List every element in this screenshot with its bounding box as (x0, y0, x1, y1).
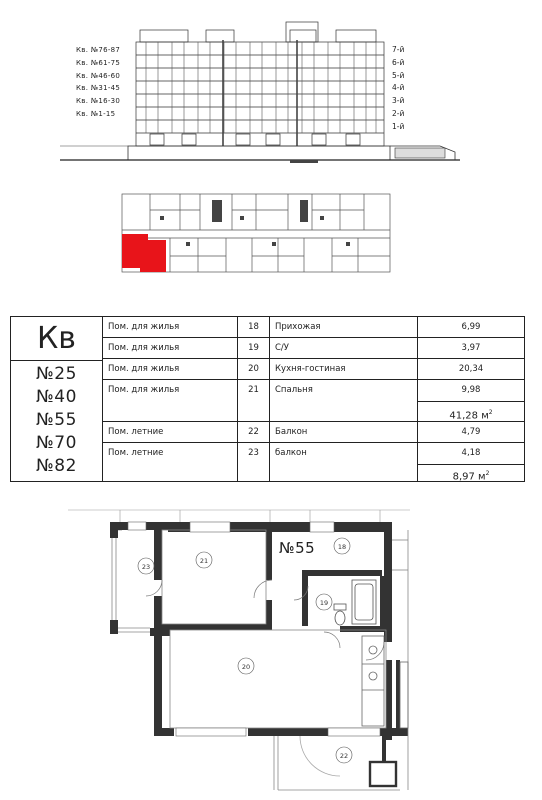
apartment-range: Кв. №61-75 (76, 58, 121, 67)
room-category: Пом. летние (103, 443, 238, 464)
room-area: 6,99 (461, 322, 481, 332)
room-number: 20 (238, 359, 270, 380)
apartment-range: Кв. №16-30 (76, 97, 121, 106)
apartment-number: №40 (36, 387, 77, 407)
apartment-floor-plan (0, 500, 542, 800)
apartment-type-label: Кв (11, 317, 103, 361)
room-name: Спальня (270, 380, 418, 401)
apartment-number: №25 (36, 364, 77, 384)
table-row (103, 380, 524, 401)
room-area: 3,97 (461, 343, 481, 353)
apartment-number-label: №55 (279, 539, 316, 557)
empty-cell (238, 464, 270, 481)
apartment-number: №70 (36, 433, 77, 453)
table-row (103, 422, 524, 443)
room-area: 20,34 (458, 364, 484, 374)
room-category: Пом. для жилья (103, 317, 238, 338)
room-tag-21: 21 (199, 557, 209, 565)
floor-label: 7-й (392, 45, 405, 54)
apartment-number-list (11, 361, 103, 481)
room-category: Пом. для жилья (103, 380, 238, 401)
apartment-range: Кв. №31-45 (76, 84, 121, 93)
living-area-total (418, 401, 524, 422)
room-tag-23: 23 (141, 563, 151, 571)
room-number: 22 (238, 422, 270, 443)
room-number: 21 (238, 380, 270, 401)
floor-label: 1-й (392, 121, 405, 131)
subtotal-row (103, 464, 524, 481)
apartment-spec-table (10, 316, 525, 482)
room-name: Прихожая (270, 317, 418, 338)
room-area: 9,98 (461, 385, 481, 395)
apartment-number: №55 (36, 410, 77, 430)
apartment-range: Кв. №76-87 (76, 46, 121, 54)
room-area: 4,18 (461, 448, 481, 458)
total-value: 8,97 м (452, 471, 486, 483)
floor-label: 6-й (392, 57, 405, 67)
room-category: Пом. для жилья (103, 359, 238, 380)
empty-cell (238, 401, 270, 422)
room-name: С/У (270, 338, 418, 359)
floor-labels (392, 44, 432, 134)
room-name: балкон (270, 443, 418, 464)
summer-area-total (418, 464, 524, 481)
room-category: Пом. для жилья (103, 338, 238, 359)
room-category: Пом. летние (103, 422, 238, 443)
unit-superscript: 2 (488, 409, 493, 416)
empty-cell (103, 401, 238, 422)
key-floor-plan (0, 180, 542, 280)
table-row (103, 317, 524, 338)
room-tag-20: 20 (241, 663, 251, 671)
apartment-range-labels (76, 44, 136, 121)
floor-label: 5-й (392, 70, 405, 80)
room-number: 23 (238, 443, 270, 464)
room-area: 4,79 (461, 427, 481, 437)
table-row (103, 359, 524, 380)
room-name: Кухня-гостиная (270, 359, 418, 380)
floor-label: 4-й (392, 83, 405, 93)
table-row (103, 443, 524, 464)
apartment-range: Кв. №1-15 (76, 109, 116, 118)
room-number: 18 (238, 317, 270, 338)
empty-cell (270, 464, 418, 481)
room-number: 19 (238, 338, 270, 359)
apartment-range: Кв. №46-60 (76, 71, 121, 80)
apartment-number: №82 (36, 456, 77, 476)
empty-cell (270, 401, 418, 422)
room-tag-22: 22 (339, 752, 349, 760)
table-row (103, 338, 524, 359)
subtotal-row (103, 401, 524, 422)
room-tag-18: 18 (337, 543, 347, 551)
highlighted-apartment (122, 234, 166, 272)
room-tag-19: 19 (319, 599, 329, 607)
room-name: Балкон (270, 422, 418, 443)
unit-superscript: 2 (485, 470, 490, 477)
total-value: 41,28 м (449, 410, 489, 422)
empty-cell (103, 464, 238, 481)
floor-label: 3-й (392, 96, 405, 106)
floor-label: 2-й (392, 108, 405, 118)
